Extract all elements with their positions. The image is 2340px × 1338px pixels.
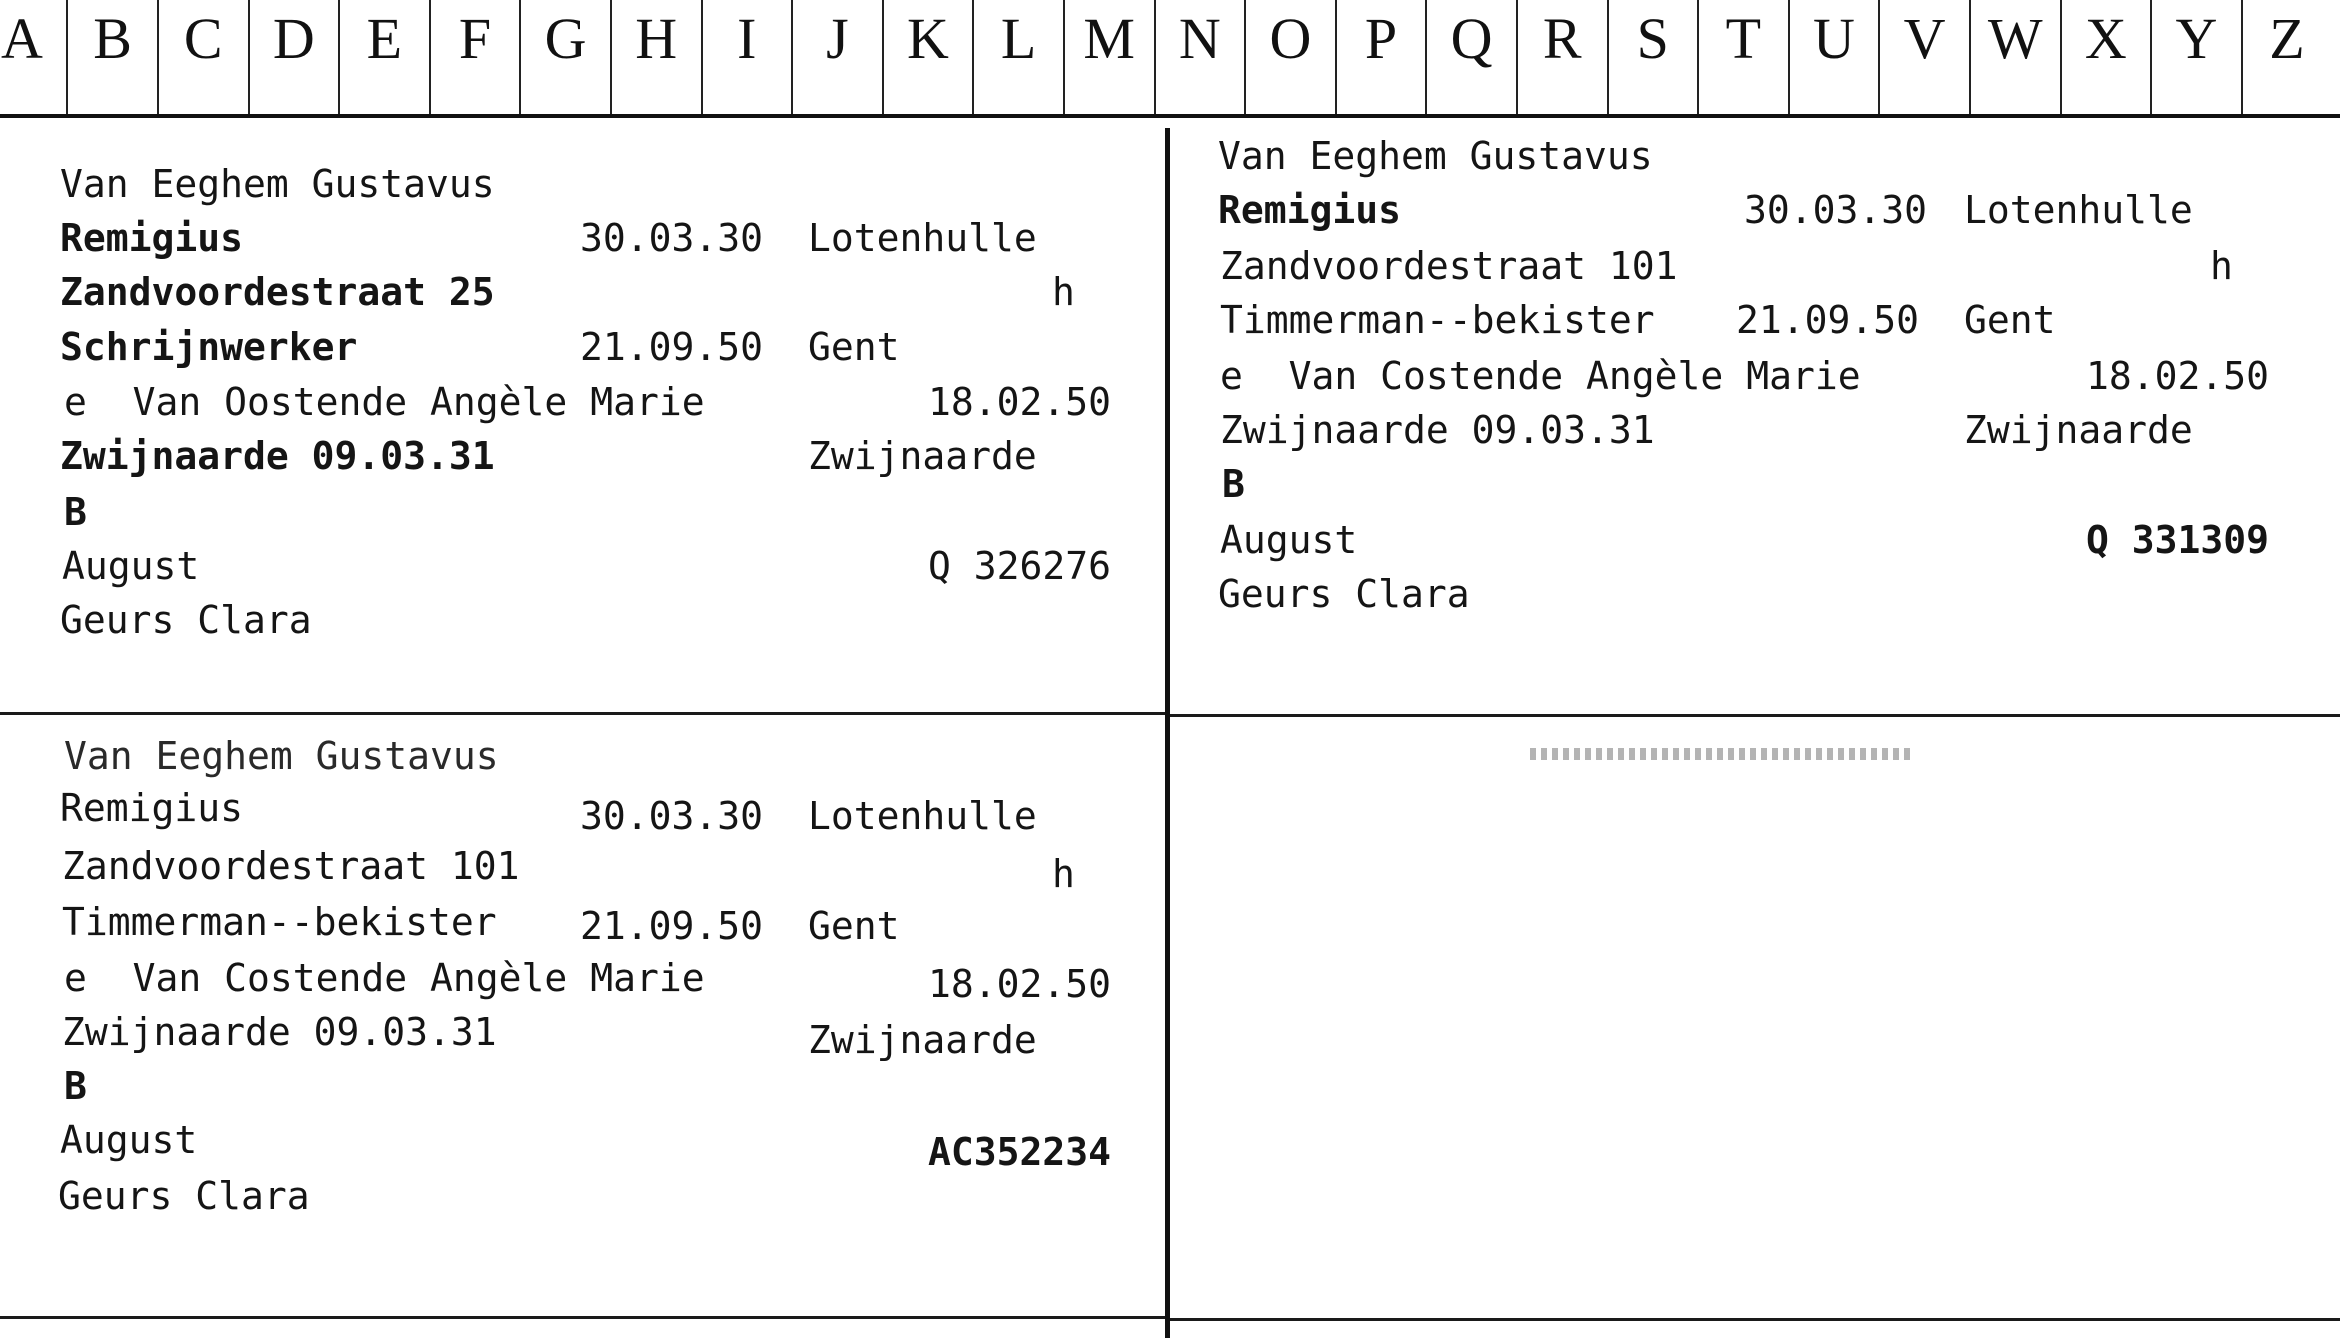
- index-letter-m: M: [1083, 6, 1135, 71]
- card-code: B: [1222, 462, 1245, 506]
- index-letter-f: F: [458, 6, 492, 71]
- card-status-mark: h: [1052, 852, 1075, 896]
- index-letter-z: Z: [2269, 6, 2305, 71]
- index-letter-r: R: [1542, 6, 1582, 71]
- card-spouse: e Van Costende Angèle Marie: [64, 956, 705, 1000]
- index-letter-g: G: [544, 6, 587, 71]
- index-letter-v: V: [1903, 6, 1946, 71]
- card-spouse: e Van Oostende Angèle Marie: [64, 380, 705, 424]
- card-father: August: [60, 1118, 198, 1162]
- card-spouse: e Van Costende Angèle Marie: [1220, 354, 1861, 398]
- index-letter-h: H: [635, 6, 678, 71]
- card-address: Zandvoordestraat 25: [60, 270, 495, 314]
- card-address: Zandvoordestraat 101: [62, 844, 520, 888]
- index-letter-u: U: [1813, 6, 1855, 71]
- index-letter-w: W: [1987, 6, 2043, 71]
- card-second-name: Remigius: [1218, 188, 1402, 232]
- faint-ink-smudge: [1530, 748, 1910, 760]
- card-spouse-birth: Zwijnaarde 09.03.31: [62, 1010, 497, 1054]
- index-letter-p: P: [1364, 6, 1398, 71]
- index-letter-e: E: [366, 6, 403, 71]
- card-address: Zandvoordestraat 101: [1220, 244, 1678, 288]
- card-marriage-date: 21.09.50: [1736, 298, 1920, 342]
- card-occupation: Schrijnwerker: [60, 325, 358, 369]
- card-marriage-place: Gent: [808, 904, 900, 948]
- index-letter-l: L: [1000, 6, 1037, 71]
- card-mother: Geurs Clara: [58, 1174, 310, 1218]
- card-second-name: Remigius: [60, 786, 244, 830]
- index-letter-b: B: [93, 6, 132, 71]
- card-father: August: [62, 544, 200, 588]
- card-spouse-date: 18.02.50: [2086, 354, 2270, 398]
- card-name: Van Eeghem Gustavus: [60, 162, 495, 206]
- index-letter-i: I: [737, 6, 757, 71]
- card-divider-bottom-right: [1170, 1318, 2340, 1321]
- card-spouse-birth: Zwijnaarde 09.03.31: [60, 434, 495, 478]
- alphabet-index-strip: [0, 0, 2340, 118]
- index-letter-t: T: [1725, 6, 1762, 71]
- card-birth-date: 30.03.30: [580, 794, 764, 838]
- card-marriage-place: Gent: [808, 325, 900, 369]
- index-letter-d: D: [272, 6, 315, 71]
- index-letter-o: O: [1269, 6, 1312, 71]
- card-spouse-birth-place: Zwijnaarde: [808, 1018, 1037, 1062]
- card-reference-number: Q 326276: [928, 544, 1112, 588]
- card-birth-date: 30.03.30: [580, 216, 764, 260]
- card-mother: Geurs Clara: [60, 598, 312, 642]
- card-status-mark: h: [1052, 270, 1075, 314]
- card-marriage-date: 21.09.50: [580, 325, 764, 369]
- card-divider-middle-right: [1170, 714, 2340, 717]
- card-divider-middle-left: [0, 712, 1165, 715]
- card-spouse-date: 18.02.50: [928, 380, 1112, 424]
- card-divider-vertical: [1165, 128, 1170, 1338]
- card-birth-place: Lotenhulle: [808, 216, 1037, 260]
- card-birth-date: 30.03.30: [1744, 188, 1928, 232]
- index-letter-k: K: [907, 6, 949, 71]
- card-reference-number: AC352234: [928, 1130, 1112, 1174]
- index-letter-s: S: [1636, 6, 1669, 71]
- card-father: August: [1220, 518, 1358, 562]
- index-letter-n: N: [1178, 6, 1221, 71]
- card-divider-bottom-left: [0, 1316, 1165, 1319]
- card-status-mark: h: [2210, 244, 2233, 288]
- card-spouse-birth: Zwijnaarde 09.03.31: [1220, 408, 1655, 452]
- card-code: B: [64, 1064, 87, 1108]
- card-second-name: Remigius: [60, 216, 244, 260]
- card-spouse-birth-place: Zwijnaarde: [1964, 408, 2193, 452]
- card-birth-place: Lotenhulle: [808, 794, 1037, 838]
- index-letter-y: Y: [2175, 6, 2218, 71]
- index-letter-q: Q: [1450, 6, 1493, 71]
- card-name: Van Eeghem Gustavus: [64, 734, 499, 778]
- card-spouse-birth-place: Zwijnaarde: [808, 434, 1037, 478]
- card-code: B: [64, 490, 87, 534]
- card-reference-number: Q 331309: [2086, 518, 2270, 562]
- card-occupation: Timmerman--bekister: [62, 900, 497, 944]
- index-letter-a: A: [1, 6, 43, 71]
- index-letter-x: X: [2084, 6, 2127, 71]
- card-mother: Geurs Clara: [1218, 572, 1470, 616]
- card-marriage-place: Gent: [1964, 298, 2056, 342]
- card-marriage-date: 21.09.50: [580, 904, 764, 948]
- card-birth-place: Lotenhulle: [1964, 188, 2193, 232]
- index-letter-c: C: [183, 6, 223, 71]
- card-occupation: Timmerman--bekister: [1220, 298, 1655, 342]
- index-letter-j: J: [826, 6, 849, 71]
- card-spouse-date: 18.02.50: [928, 962, 1112, 1006]
- card-name: Van Eeghem Gustavus: [1218, 134, 1653, 178]
